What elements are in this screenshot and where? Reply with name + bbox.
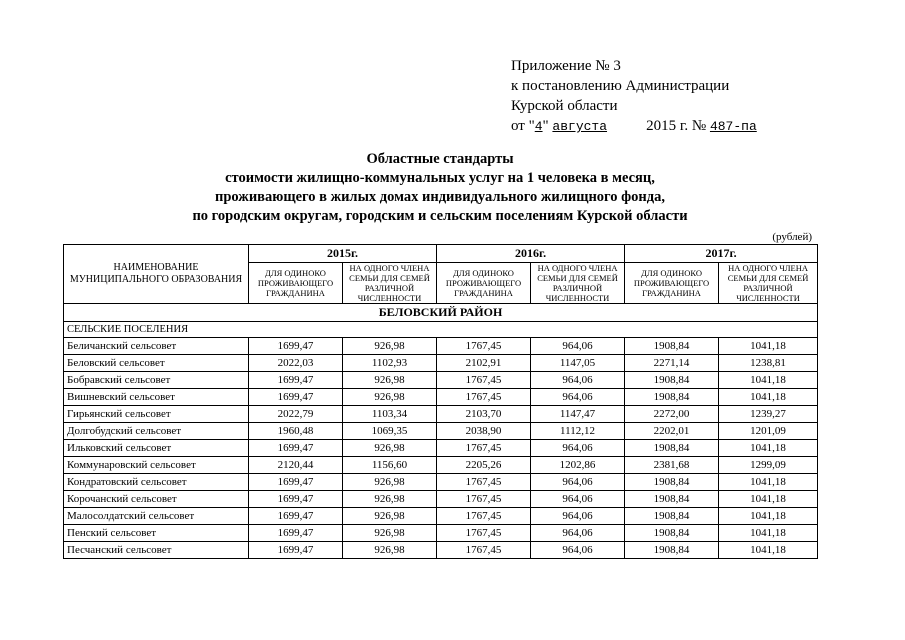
value-cell: 964,06: [531, 525, 625, 542]
value-cell: 1103,34: [343, 406, 437, 423]
table-row: [64, 474, 818, 491]
sub-header-family: НА ОДНОГО ЧЛЕНА СЕМЬИ ДЛЯ СЕМЕЙ РАЗЛИЧНОЙ ЧИСЛЕННОСТИ: [531, 263, 625, 304]
year-header-2016: 2016г.: [437, 245, 625, 263]
value-cell: 926,98: [343, 542, 437, 559]
table-row: [64, 406, 818, 423]
value-cell: 1699,47: [249, 525, 343, 542]
title-line-1: Областные стандарты: [366, 151, 514, 167]
value-cell: 1102,93: [343, 355, 437, 372]
settlement-name: Гирьянский сельсовет: [64, 406, 249, 423]
value-cell: 1156,60: [343, 457, 437, 474]
value-cell: 926,98: [343, 474, 437, 491]
value-cell: 2038,90: [437, 423, 531, 440]
value-cell: 964,06: [531, 440, 625, 457]
value-cell: 2271,14: [625, 355, 719, 372]
value-cell: 1908,84: [625, 474, 719, 491]
value-cell: 2272,00: [625, 406, 719, 423]
sub-header-family: НА ОДНОГО ЧЛЕНА СЕМЬИ ДЛЯ СЕМЕЙ РАЗЛИЧНОЙ ЧИСЛЕННОСТИ: [719, 263, 818, 304]
value-cell: 964,06: [531, 372, 625, 389]
table-row: [64, 389, 818, 406]
value-cell: 1767,45: [437, 491, 531, 508]
value-cell: 1908,84: [625, 491, 719, 508]
table-row: [64, 338, 818, 355]
value-cell: 2202,01: [625, 423, 719, 440]
value-cell: 1202,86: [531, 457, 625, 474]
value-cell: 1908,84: [625, 542, 719, 559]
value-cell: 926,98: [343, 491, 437, 508]
value-cell: 1041,18: [719, 525, 818, 542]
settlement-name: Беличанский сельсовет: [64, 338, 249, 355]
value-cell: 1041,18: [719, 491, 818, 508]
table-row: [64, 372, 818, 389]
settlement-name: Беловский сельсовет: [64, 355, 249, 372]
value-cell: 1699,47: [249, 389, 343, 406]
section-row: СЕЛЬСКИЕ ПОСЕЛЕНИЯ: [64, 322, 818, 338]
date-year: 2015 г. №: [646, 118, 707, 134]
value-cell: 926,98: [343, 508, 437, 525]
value-cell: 2103,70: [437, 406, 531, 423]
value-cell: 1699,47: [249, 440, 343, 457]
value-cell: 1960,48: [249, 423, 343, 440]
value-cell: 1908,84: [625, 440, 719, 457]
sub-header-single: ДЛЯ ОДИНОКО ПРОЖИВАЮЩЕГО ГРАЖДАНИНА: [625, 263, 719, 304]
unit-label: (рублей): [772, 231, 812, 243]
value-cell: 1299,09: [719, 457, 818, 474]
sub-header-single: ДЛЯ ОДИНОКО ПРОЖИВАЮЩЕГО ГРАЖДАНИНА: [437, 263, 531, 304]
value-cell: 2022,03: [249, 355, 343, 372]
year-header-2015: 2015г.: [249, 245, 437, 263]
value-cell: 1908,84: [625, 338, 719, 355]
value-cell: 1041,18: [719, 389, 818, 406]
value-cell: 1041,18: [719, 474, 818, 491]
settlement-name: Малосолдатский сельсовет: [64, 508, 249, 525]
settlement-name: Вишневский сельсовет: [64, 389, 249, 406]
date-day: 4: [534, 119, 543, 134]
table-row: [64, 457, 818, 474]
value-cell: 1069,35: [343, 423, 437, 440]
value-cell: 1041,18: [719, 372, 818, 389]
table-row: [64, 491, 818, 508]
settlement-name: Пенский сельсовет: [64, 525, 249, 542]
value-cell: 964,06: [531, 491, 625, 508]
table-row: [64, 440, 818, 457]
value-cell: 1767,45: [437, 338, 531, 355]
value-cell: 964,06: [531, 542, 625, 559]
date-mid: ": [542, 118, 553, 134]
decree-number: 487-па: [709, 119, 757, 134]
title-line-3: проживающего в жилых домах индивидуального жилищного фонда,: [215, 189, 665, 205]
value-cell: 1767,45: [437, 372, 531, 389]
settlement-name: Песчанский сельсовет: [64, 542, 249, 559]
value-cell: 2205,26: [437, 457, 531, 474]
value-cell: 964,06: [531, 338, 625, 355]
title-line-4: по городским округам, городским и сельским поселениям Курской области: [192, 208, 688, 224]
value-cell: 1699,47: [249, 372, 343, 389]
table-row: [64, 423, 818, 440]
value-cell: 1041,18: [719, 440, 818, 457]
settlement-name: Корочанский сельсовет: [64, 491, 249, 508]
value-cell: 1201,09: [719, 423, 818, 440]
value-cell: 926,98: [343, 389, 437, 406]
value-cell: 926,98: [343, 525, 437, 542]
value-cell: 1767,45: [437, 508, 531, 525]
value-cell: 1699,47: [249, 542, 343, 559]
value-cell: 1767,45: [437, 542, 531, 559]
appendix-date-line: [511, 116, 757, 137]
sub-header-family: НА ОДНОГО ЧЛЕНА СЕМЬИ ДЛЯ СЕМЕЙ РАЗЛИЧНОЙ ЧИСЛЕННОСТИ: [343, 263, 437, 304]
value-cell: 1908,84: [625, 508, 719, 525]
title-line-2: стоимости жилищно-коммунальных услуг на 1 человека в месяц,: [225, 170, 655, 186]
value-cell: 964,06: [531, 474, 625, 491]
appendix-block: [511, 56, 757, 137]
appendix-line-3: Курской области: [511, 98, 618, 114]
settlement-name: Ильковский сельсовет: [64, 440, 249, 457]
value-cell: 1147,47: [531, 406, 625, 423]
year-header-2017: 2017г.: [625, 245, 818, 263]
date-prefix: от ": [511, 118, 535, 134]
table-row: [64, 508, 818, 525]
value-cell: 1699,47: [249, 474, 343, 491]
settlement-name: Бобравский сельсовет: [64, 372, 249, 389]
value-cell: 1699,47: [249, 508, 343, 525]
value-cell: 1767,45: [437, 389, 531, 406]
value-cell: 926,98: [343, 338, 437, 355]
value-cell: 926,98: [343, 372, 437, 389]
date-month: августа: [552, 119, 608, 134]
document-title: [120, 150, 760, 226]
value-cell: 1767,45: [437, 474, 531, 491]
value-cell: 1908,84: [625, 372, 719, 389]
value-cell: 1239,27: [719, 406, 818, 423]
standards-table: [63, 244, 818, 559]
district-row: БЕЛОВСКИЙ РАЙОН: [64, 304, 818, 322]
value-cell: 1041,18: [719, 338, 818, 355]
value-cell: 964,06: [531, 389, 625, 406]
settlement-name: Коммунаровский сельсовет: [64, 457, 249, 474]
table-row: [64, 525, 818, 542]
value-cell: 926,98: [343, 440, 437, 457]
name-column-header: НАИМЕНОВАНИЕ МУНИЦИПАЛЬНОГО ОБРАЗОВАНИЯ: [64, 245, 249, 304]
value-cell: 2102,91: [437, 355, 531, 372]
table-row: [64, 355, 818, 372]
value-cell: 964,06: [531, 508, 625, 525]
sub-header-single: ДЛЯ ОДИНОКО ПРОЖИВАЮЩЕГО ГРАЖДАНИНА: [249, 263, 343, 304]
settlement-name: Долгобудский сельсовет: [64, 423, 249, 440]
value-cell: 1041,18: [719, 508, 818, 525]
value-cell: 1112,12: [531, 423, 625, 440]
value-cell: 1147,05: [531, 355, 625, 372]
value-cell: 1238,81: [719, 355, 818, 372]
value-cell: 2381,68: [625, 457, 719, 474]
value-cell: 2022,79: [249, 406, 343, 423]
value-cell: 1908,84: [625, 389, 719, 406]
value-cell: 1699,47: [249, 338, 343, 355]
value-cell: 2120,44: [249, 457, 343, 474]
value-cell: 1041,18: [719, 542, 818, 559]
appendix-line-1: Приложение № 3: [511, 58, 621, 74]
value-cell: 1908,84: [625, 525, 719, 542]
appendix-line-2: к постановлению Администрации: [511, 78, 730, 94]
value-cell: 1767,45: [437, 525, 531, 542]
value-cell: 1699,47: [249, 491, 343, 508]
settlement-name: Кондратовский сельсовет: [64, 474, 249, 491]
value-cell: 1767,45: [437, 440, 531, 457]
table-row: [64, 542, 818, 559]
